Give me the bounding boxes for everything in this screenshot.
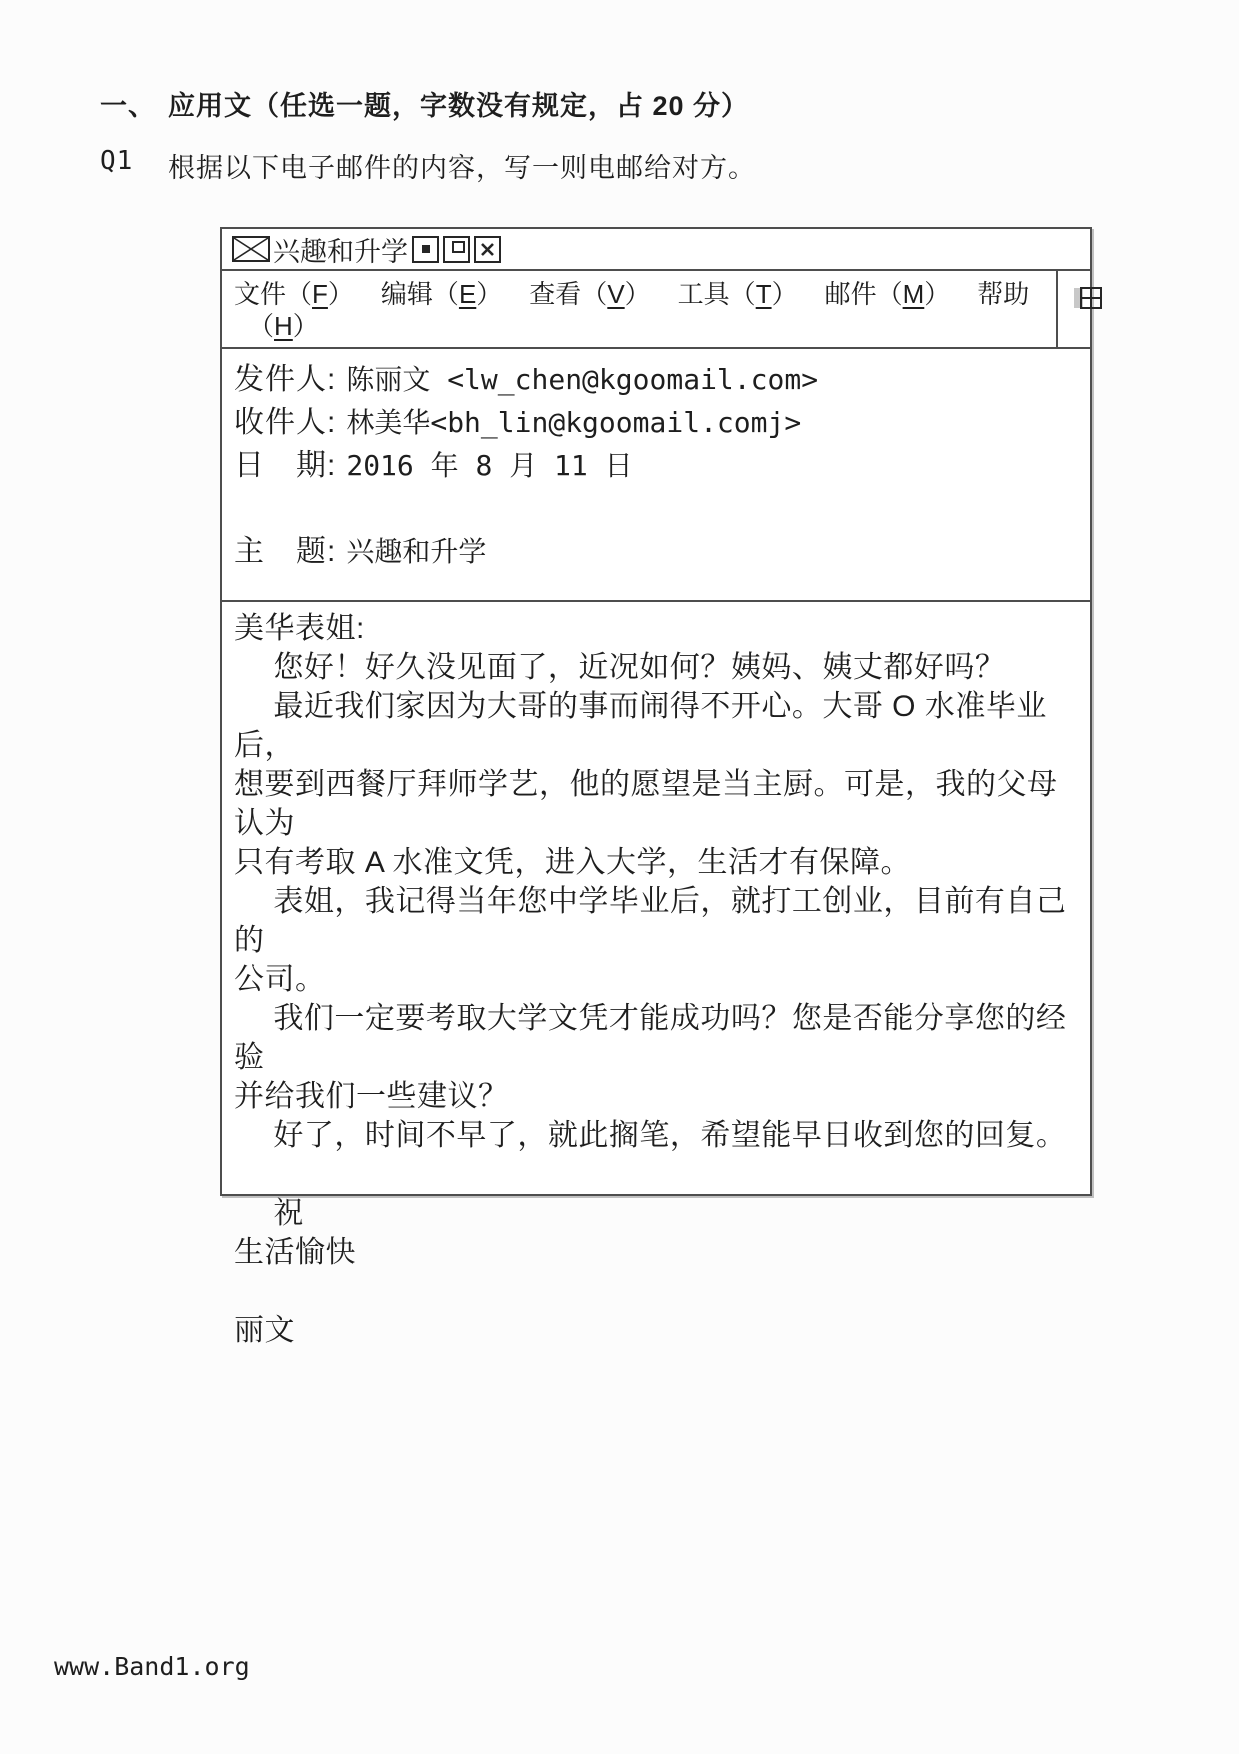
header-label-subject: 主 题: bbox=[234, 535, 337, 568]
menu-logo-cell bbox=[1056, 271, 1118, 347]
menu-line-2 bbox=[234, 310, 1056, 342]
header-field-date bbox=[234, 444, 1078, 487]
footer-url: www.Band1.org bbox=[54, 1652, 250, 1681]
header-value-from: 陈丽文 <lw_chen@kgoomail.com> bbox=[346, 363, 819, 396]
header-field-from bbox=[234, 358, 1078, 401]
email-body-line: 最近我们家因为大哥的事而闹得不开心。大哥 O 水准毕业后， bbox=[234, 690, 1047, 762]
question-row bbox=[100, 146, 756, 185]
menu-line-1 bbox=[234, 278, 1056, 310]
menu-hotkey-tools: T bbox=[755, 279, 772, 309]
email-body-line: 并给我们一些建议？ bbox=[234, 1080, 509, 1113]
menu-item-tools[interactable]: 工具（T） bbox=[677, 279, 798, 309]
header-spacer bbox=[234, 487, 1078, 530]
header-value-subject: 兴趣和升学 bbox=[346, 535, 487, 568]
email-body-line: 您好！好久没见面了，近况如何？姨妈、姨丈都好吗？ bbox=[234, 651, 1006, 684]
email-body-line: 表姐，我记得当年您中学毕业后，就打工创业，目前有自己的 bbox=[234, 885, 1067, 957]
email-body-line: 只有考取 A 水准文凭，进入大学，生活才有保障。 bbox=[234, 846, 912, 879]
envelope-icon bbox=[232, 236, 270, 262]
menu-hotkey-view: V bbox=[607, 279, 625, 309]
question-number: Q1 bbox=[100, 146, 134, 176]
email-body-line: 好了，时间不早了，就此搁笔，希望能早日收到您的回复。 bbox=[234, 1119, 1067, 1152]
section-marker: 一、 bbox=[100, 91, 156, 121]
email-body-line: 丽文 bbox=[234, 1314, 295, 1347]
header-field-to bbox=[234, 401, 1078, 444]
header-label-from: 发件人: bbox=[234, 363, 337, 396]
windows-logo-icon bbox=[1073, 285, 1103, 311]
minimize-icon bbox=[422, 245, 430, 253]
restore-icon bbox=[452, 241, 465, 253]
header-value-date: 2016 年 8 月 11 日 bbox=[346, 449, 633, 482]
email-menubar bbox=[222, 271, 1090, 349]
menu-item-edit[interactable]: 编辑（E） bbox=[380, 279, 503, 309]
section-title: 应用文（任选一题，字数没有规定，占 20 分） bbox=[168, 91, 750, 121]
menu-hotkey-file: F bbox=[312, 279, 328, 309]
minimize-button[interactable] bbox=[412, 236, 439, 263]
menu-item-help-key[interactable]: （H） bbox=[248, 311, 319, 341]
close-icon bbox=[480, 242, 495, 257]
email-headers bbox=[222, 349, 1090, 602]
menu-item-file[interactable]: 文件（F） bbox=[234, 279, 354, 309]
menu-item-help[interactable]: 帮助 bbox=[977, 279, 1030, 309]
email-body-line bbox=[234, 1272, 1078, 1311]
header-label-to: 收件人: bbox=[234, 406, 337, 439]
header-label-date: 日 期: bbox=[234, 449, 337, 482]
section-heading bbox=[100, 84, 749, 123]
email-window bbox=[220, 227, 1092, 1347]
email-body-line: 想要到西餐厅拜师学艺，他的愿望是当主厨。可是，我的父母认为 bbox=[234, 768, 1058, 840]
email-body bbox=[222, 602, 1090, 1350]
email-window-title: 兴趣和升学 bbox=[273, 236, 408, 267]
email-body-line: 公司。 bbox=[234, 963, 326, 996]
close-button[interactable] bbox=[474, 236, 501, 263]
question-text: 根据以下电子邮件的内容，写一则电邮给对方。 bbox=[168, 153, 756, 183]
menu-item-mail[interactable]: 邮件（M） bbox=[824, 279, 951, 309]
email-body-line: 我们一定要考取大学文凭才能成功吗？您是否能分享您的经验 bbox=[234, 1002, 1067, 1074]
email-body-line bbox=[234, 1155, 1078, 1194]
menu-item-view[interactable]: 查看（V） bbox=[529, 279, 651, 309]
header-field-subject bbox=[234, 530, 1078, 573]
menu-hotkey-edit: E bbox=[458, 279, 477, 309]
menu-hotkey-help-key: H bbox=[274, 311, 293, 341]
email-titlebar bbox=[222, 229, 1090, 271]
header-value-to: 林美华<bh_lin@kgoomail.comj> bbox=[346, 406, 802, 439]
restore-button[interactable] bbox=[443, 236, 470, 263]
email-body-line: 美华表姐: bbox=[234, 612, 365, 645]
menu-items bbox=[222, 271, 1056, 347]
menu-hotkey-mail: M bbox=[902, 279, 925, 309]
email-body-line: 生活愉快 bbox=[234, 1236, 356, 1269]
email-body-line: 祝 bbox=[234, 1197, 304, 1230]
